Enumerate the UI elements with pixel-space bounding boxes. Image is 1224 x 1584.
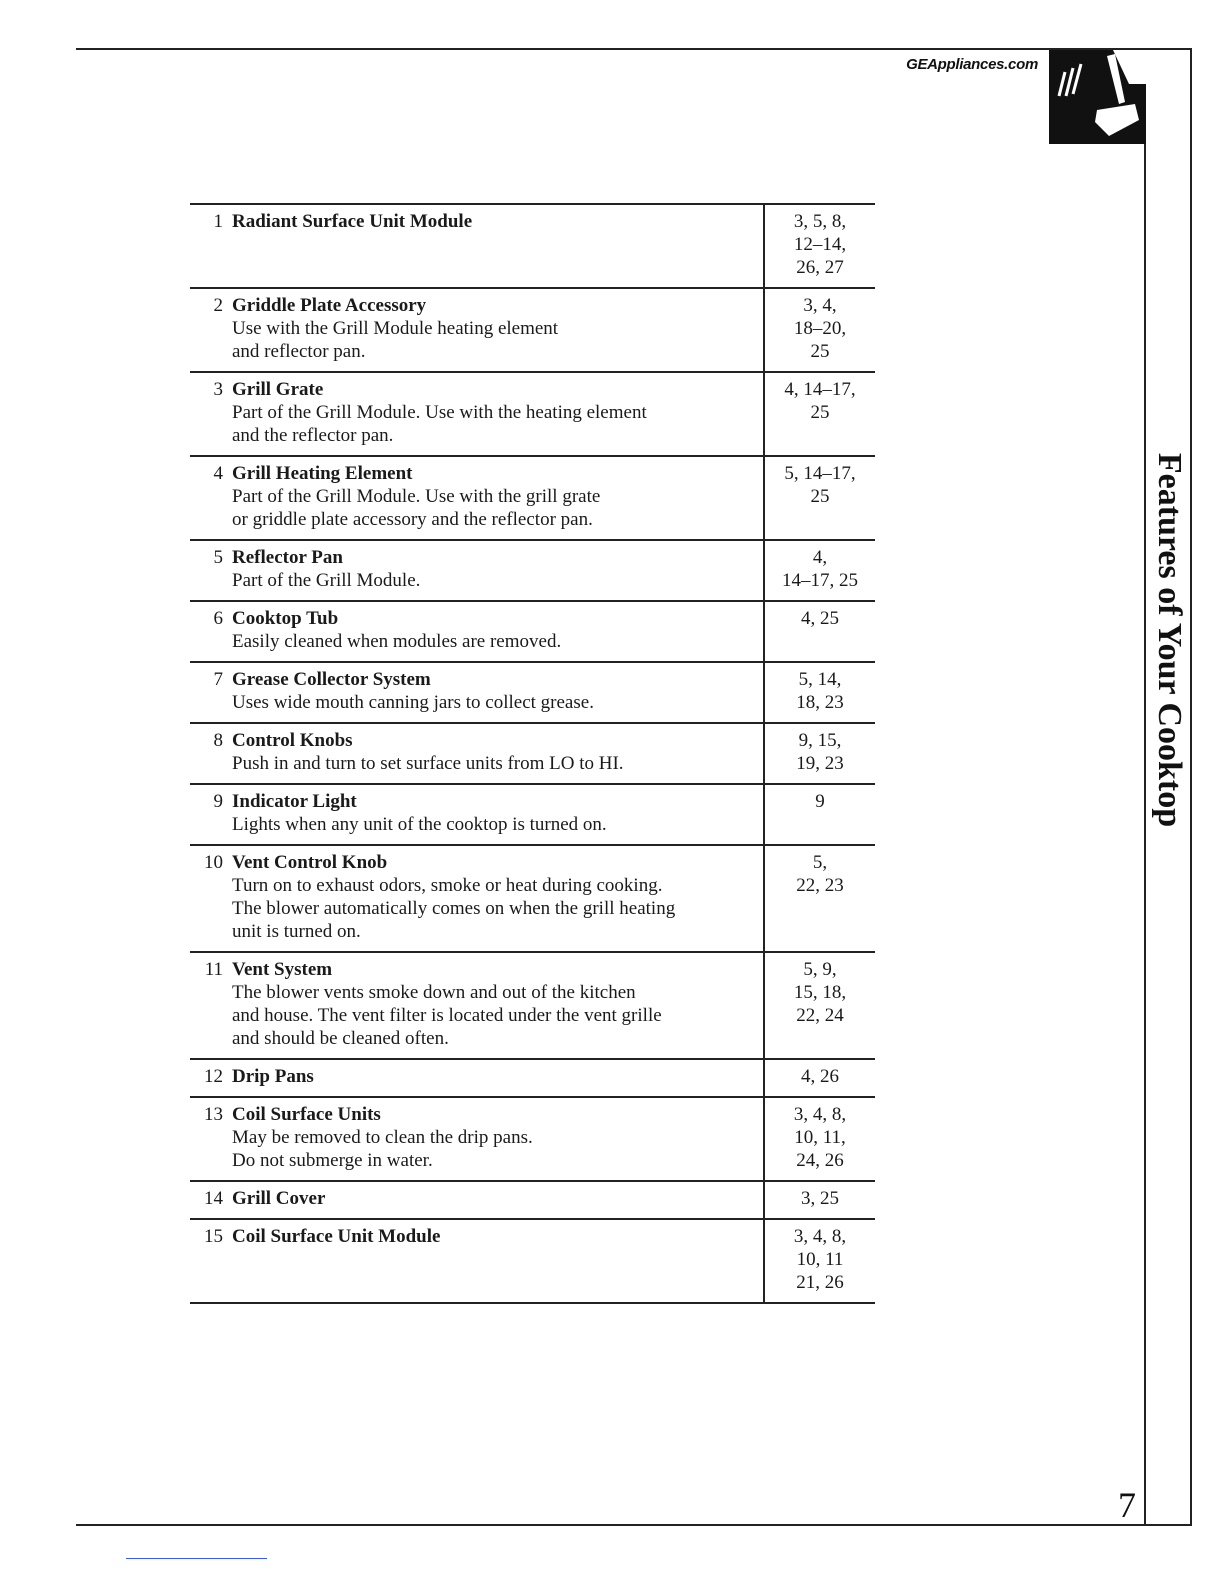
feature-number: 7	[190, 662, 223, 723]
feature-number: 4	[190, 456, 223, 540]
feature-number: 15	[190, 1219, 223, 1303]
feature-description	[223, 540, 764, 601]
feature-description	[223, 1219, 764, 1303]
site-url[interactable]: GEAppliances.com	[906, 56, 1038, 73]
feature-text-line: Part of the Grill Module.	[232, 570, 421, 591]
feature-page-refs	[764, 540, 875, 601]
feature-page-refs	[764, 601, 875, 662]
feature-number: 11	[190, 952, 223, 1059]
page-ref[interactable]: 15, 18,	[793, 982, 847, 1003]
feature-page-refs	[764, 662, 875, 723]
feature-text-line: Easily cleaned when modules are removed.	[232, 631, 562, 652]
page-ref[interactable]: 5, 14–17,	[784, 463, 856, 484]
feature-title: Grill Cover	[232, 1188, 326, 1209]
feature-page-refs	[764, 1219, 875, 1303]
feature-text-line: unit is turned on.	[232, 921, 361, 942]
page-ref[interactable]: 3, 25	[801, 1188, 839, 1209]
feature-row	[190, 1219, 875, 1303]
bottom-rule	[76, 1524, 1192, 1526]
footer-link-underline[interactable]	[126, 1558, 267, 1559]
feature-row	[190, 1181, 875, 1219]
feature-text-line: and the reflector pan.	[232, 425, 394, 446]
page-ref[interactable]: 4, 25	[801, 608, 839, 629]
feature-text-line: or griddle plate accessory and the reflector pan.	[232, 509, 593, 530]
feature-title: Coil Surface Units	[232, 1104, 381, 1125]
feature-description	[223, 784, 764, 845]
feature-description	[223, 456, 764, 540]
feature-description	[223, 1059, 764, 1097]
feature-row	[190, 456, 875, 540]
page-ref[interactable]: 5,	[812, 852, 828, 873]
feature-row	[190, 784, 875, 845]
feature-row	[190, 204, 875, 288]
features-table	[190, 203, 875, 1304]
page-ref[interactable]: 26, 27	[796, 257, 844, 278]
feature-text-line: Uses wide mouth canning jars to collect grease.	[232, 692, 594, 713]
page-ref[interactable]: 22, 23	[796, 875, 844, 896]
feature-description	[223, 1181, 764, 1219]
section-title-text: Features of Your Cooktop	[1151, 452, 1188, 828]
feature-title: Coil Surface Unit Module	[232, 1226, 441, 1247]
page-ref[interactable]: 18, 23	[796, 692, 844, 713]
feature-title: Control Knobs	[232, 730, 353, 751]
feature-text-line: and house. The vent filter is located under the vent grille	[232, 1005, 662, 1026]
feature-page-refs	[764, 372, 875, 456]
feature-text-line: Lights when any unit of the cooktop is turned on.	[232, 814, 607, 835]
feature-text-line: The blower automatically comes on when the grill heating	[232, 898, 676, 919]
feature-number: 3	[190, 372, 223, 456]
feature-title: Reflector Pan	[232, 547, 343, 568]
feature-row	[190, 540, 875, 601]
page-ref[interactable]: 12–14,	[793, 234, 847, 255]
feature-number: 5	[190, 540, 223, 601]
page-ref[interactable]: 25	[810, 486, 830, 507]
page-ref[interactable]: 3, 4,	[803, 295, 837, 316]
feature-number: 1	[190, 204, 223, 288]
feature-description	[223, 662, 764, 723]
feature-row	[190, 952, 875, 1059]
feature-row	[190, 601, 875, 662]
hand-pressing-icon	[1049, 50, 1146, 144]
feature-page-refs	[764, 1097, 875, 1181]
page-ref[interactable]: 10, 11	[796, 1249, 844, 1270]
section-title-vertical	[1146, 340, 1192, 940]
feature-number: 6	[190, 601, 223, 662]
feature-page-refs	[764, 723, 875, 784]
feature-description	[223, 952, 764, 1059]
feature-title: Griddle Plate Accessory	[232, 295, 427, 316]
feature-text-line: May be removed to clean the drip pans.	[232, 1127, 533, 1148]
feature-text-line: The blower vents smoke down and out of the kitchen	[232, 982, 636, 1003]
page-ref[interactable]: 22, 24	[796, 1005, 844, 1026]
page-ref[interactable]: 18–20,	[793, 318, 847, 339]
feature-title: Vent Control Knob	[232, 852, 388, 873]
page-ref[interactable]: 21, 26	[796, 1272, 844, 1293]
feature-row	[190, 288, 875, 372]
feature-row	[190, 723, 875, 784]
feature-page-refs	[764, 1059, 875, 1097]
feature-title: Indicator Light	[232, 791, 357, 812]
page-ref[interactable]: 25	[810, 402, 830, 423]
feature-text-line: Use with the Grill Module heating element	[232, 318, 559, 339]
page-ref[interactable]: 3, 5, 8,	[793, 211, 847, 232]
feature-page-refs	[764, 845, 875, 952]
page-ref[interactable]: 4, 26	[801, 1066, 839, 1087]
page-ref[interactable]: 3, 4, 8,	[793, 1226, 847, 1247]
feature-description	[223, 1097, 764, 1181]
feature-description	[223, 845, 764, 952]
feature-row	[190, 1059, 875, 1097]
page-ref[interactable]: 4, 14–17,	[784, 379, 856, 400]
page-ref[interactable]: 24, 26	[796, 1150, 844, 1171]
page-ref[interactable]: 9, 15,	[798, 730, 842, 751]
feature-title: Radiant Surface Unit Module	[232, 211, 473, 232]
page-ref[interactable]: 5, 9,	[803, 959, 837, 980]
feature-row	[190, 662, 875, 723]
feature-number: 12	[190, 1059, 223, 1097]
page-ref[interactable]: 25	[810, 341, 830, 362]
feature-description	[223, 288, 764, 372]
feature-description	[223, 723, 764, 784]
feature-description	[223, 204, 764, 288]
feature-text-line: and should be cleaned often.	[232, 1028, 449, 1049]
feature-title: Drip Pans	[232, 1066, 314, 1087]
feature-description	[223, 372, 764, 456]
feature-title: Vent System	[232, 959, 333, 980]
feature-number: 2	[190, 288, 223, 372]
page-ref[interactable]: 10, 11,	[794, 1127, 846, 1148]
feature-page-refs	[764, 784, 875, 845]
page-ref[interactable]: 5, 14,	[798, 669, 842, 690]
feature-page-refs	[764, 952, 875, 1059]
page-number: 7	[1118, 1485, 1136, 1525]
page-ref[interactable]: 9	[815, 791, 825, 812]
feature-row	[190, 845, 875, 952]
feature-page-refs	[764, 204, 875, 288]
feature-text-line: Push in and turn to set surface units from LO to HI.	[232, 753, 624, 774]
feature-text-line: Turn on to exhaust odors, smoke or heat during cooking.	[232, 875, 663, 896]
feature-page-refs	[764, 456, 875, 540]
feature-title: Cooktop Tub	[232, 608, 339, 629]
feature-number: 13	[190, 1097, 223, 1181]
feature-number: 10	[190, 845, 223, 952]
page-ref[interactable]: 19, 23	[796, 753, 844, 774]
feature-text-line: Part of the Grill Module. Use with the heating element	[232, 402, 647, 423]
feature-row	[190, 1097, 875, 1181]
feature-number: 8	[190, 723, 223, 784]
feature-number: 9	[190, 784, 223, 845]
page-ref[interactable]: 3, 4, 8,	[793, 1104, 847, 1125]
feature-title: Grease Collector System	[232, 669, 431, 690]
feature-title: Grill Heating Element	[232, 463, 413, 484]
top-rule	[76, 48, 1192, 50]
feature-text-line: and reflector pan.	[232, 341, 366, 362]
feature-text-line: Do not submerge in water.	[232, 1150, 433, 1171]
feature-page-refs	[764, 288, 875, 372]
feature-title: Grill Grate	[232, 379, 324, 400]
page-ref[interactable]: 4,	[812, 547, 828, 568]
feature-number: 14	[190, 1181, 223, 1219]
feature-row	[190, 372, 875, 456]
page-ref[interactable]: 14–17, 25	[782, 570, 858, 591]
feature-page-refs	[764, 1181, 875, 1219]
feature-text-line: Part of the Grill Module. Use with the grill grate	[232, 486, 601, 507]
feature-description	[223, 601, 764, 662]
